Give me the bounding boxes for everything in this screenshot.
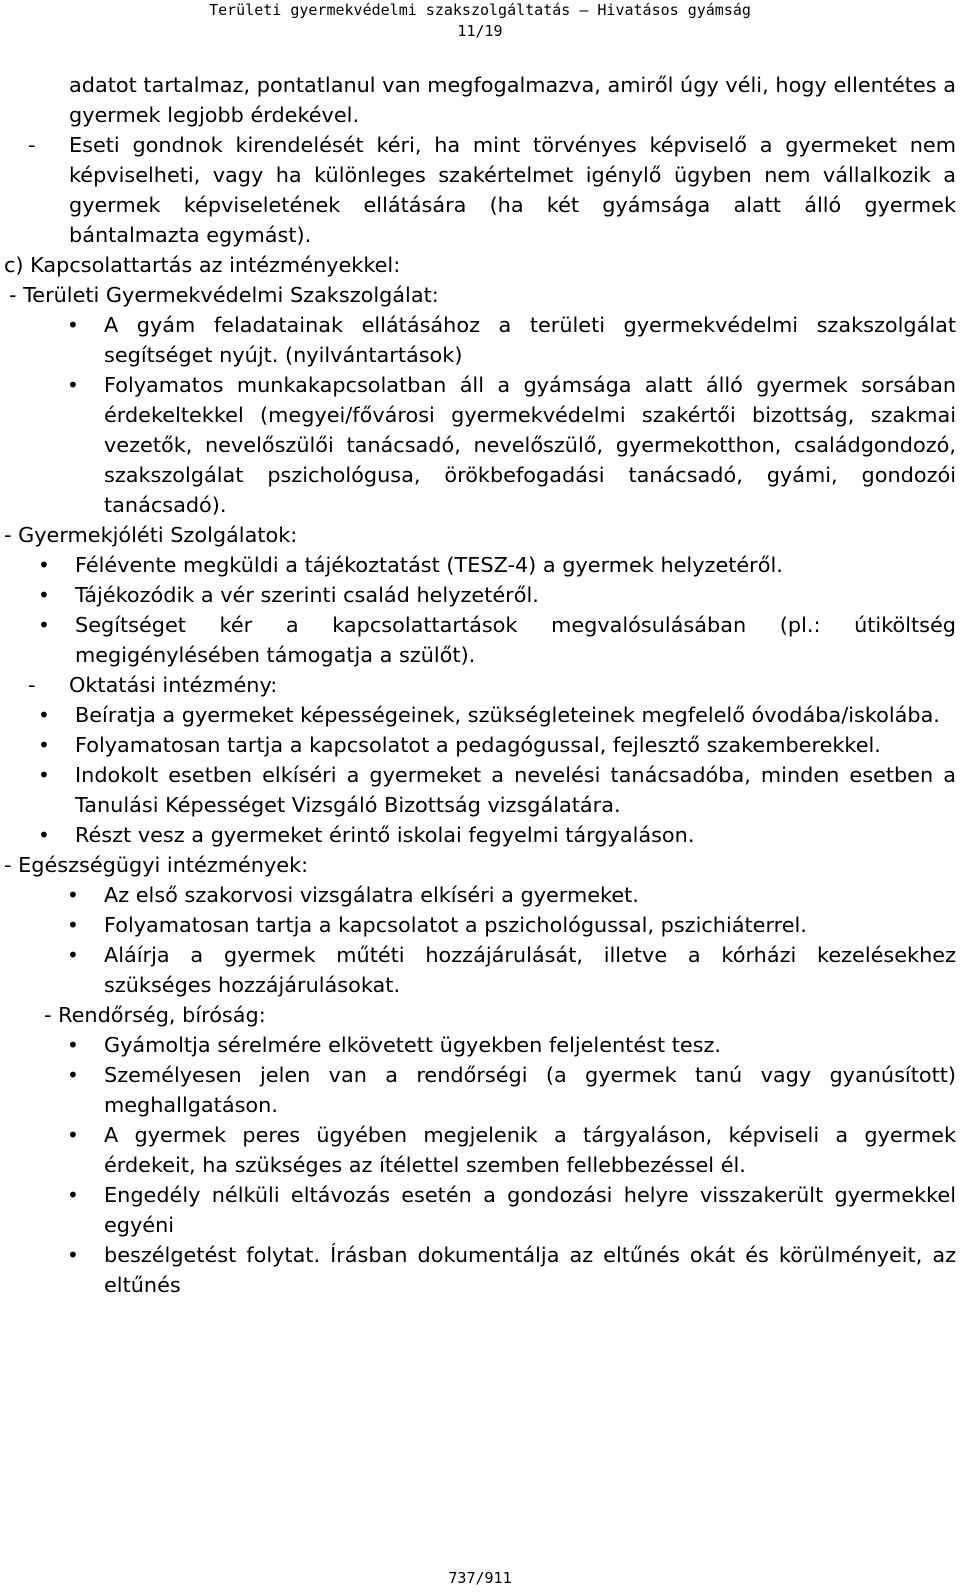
list-item: • A gyám feladatainak ellátásához a területi gyermekvédelmi szakszolgálat segítséget nyújt. (nyilvántartások) [4,310,956,370]
running-header-page: 11/19 [457,22,503,40]
bullet-icon: • [67,1243,79,1267]
rendorseg-list [4,1030,956,1300]
page-counter: 737/911 [448,1569,512,1587]
bullet-icon: • [38,583,50,607]
list-item: • Engedély nélküli eltávozás esetén a gondozási helyre visszakerült gyermekkel egyéni [4,1180,956,1240]
list-item: • beszélgetést folytat. Írásban dokumentálja az eltűnés okát és körülményeit, az eltűnés [4,1240,956,1300]
teruleti-list [4,310,956,520]
egeszsegugyi-list [4,880,956,1000]
bullet-icon: • [38,733,50,757]
bullet-icon: • [67,1033,79,1057]
bullet-icon: • [67,1123,79,1147]
bullet-icon: • [67,373,79,397]
oktatasi-list [4,700,956,850]
bullet-icon: • [67,1183,79,1207]
bullet-icon: • [67,883,79,907]
dash-marker: - [28,133,36,157]
list-item: • Folyamatosan tartja a kapcsolatot a pszichológussal, pszichiáterrel. [4,910,956,940]
bullet-icon: • [38,553,50,577]
continued-paragraph: adatot tartalmaz, pontatlanul van megfogalmazva, amiről úgy véli, hogy ellentétes a gyermek legjobb érdekével. [69,73,956,127]
list-item: • Tájékozódik a vér szerinti család helyzetéről. [4,580,956,610]
bullet-icon: • [38,763,50,787]
gyermekjoleti-list [4,550,956,670]
list-item: • Gyámoltja sérelmére elkövetett ügyekben feljelentést tesz. [4,1030,956,1060]
gyermekjoleti-heading: - Gyermekjóléti Szolgálatok: [4,523,298,547]
dash-list-item [4,130,956,250]
list-item: • Folyamatosan tartja a kapcsolatot a pedagógussal, fejlesztő szakemberekkel. [4,730,956,760]
list-item: • Beíratja a gyermeket képességeinek, szükségleteinek megfelelő óvodába/iskolába. [4,700,956,730]
bullet-icon: • [38,823,50,847]
dash-marker: - [28,673,36,697]
list-item: • Folyamatos munkakapcsolatban áll a gyámsága alatt álló gyermek sorsában érdekeltekkel (megyei/fővárosi gyermekvédelmi szakértői bizottság, szakmai vezetők, nevelőszülői tanácsadó, nevelőszülő, gyermekotthon, családgondozó, szakszolgálat pszichológusa, örökbefogadási tanácsadó, gyámi, gondozói tanácsadó). [4,370,956,520]
section-c-heading: c) Kapcsolattartás az intézményekkel: [4,253,401,277]
list-item: • Az első szakorvosi vizsgálatra elkíséri a gyermeket. [4,880,956,910]
list-item: • Indokolt esetben elkíséri a gyermeket a nevelési tanácsadóba, minden esetben a Tanulási Képességet Vizsgáló Bizottság vizsgálatára. [4,760,956,820]
oktatasi-heading: - Oktatási intézmény: [4,670,956,700]
bullet-icon: • [67,1063,79,1087]
bullet-icon: • [67,943,79,967]
list-item: • A gyermek peres ügyében megjelenik a tárgyaláson, képviseli a gyermek érdekeit, ha szükséges az ítélettel szemben fellebbezéssel él. [4,1120,956,1180]
running-header-title: Területi gyermekvédelmi szakszolgáltatás – Hivatásos gyámság [209,1,751,19]
list-item: • Segítséget kér a kapcsolattartások megvalósulásában (pl.: útiköltség megigénylésében támogatja a szülőt). [4,610,956,670]
bullet-icon: • [38,613,50,637]
list-item: • Részt vesz a gyermeket érintő iskolai fegyelmi tárgyaláson. [4,820,956,850]
list-item: • Félévente megküldi a tájékoztatást (TESZ-4) a gyermek helyzetéről. [4,550,956,580]
dash-item-text: Eseti gondnok kirendelését kéri, ha mint törvényes képviselő a gyermeket nem képviselheti, vagy ha különleges szakértelmet igénylő ügyben nem vállalkozik a gyermek képviseletének ellátására (ha két gyámsága alatt álló gyermek bántalmazta egymást). [69,133,956,247]
egeszsegugyi-heading: - Egészségügyi intézmények: [4,853,309,877]
bullet-icon: • [67,313,79,337]
document-body [4,70,956,1300]
bullet-icon: • [67,913,79,937]
bullet-icon: • [38,703,50,727]
rendorseg-heading: - Rendőrség, bíróság: [44,1003,266,1027]
teruleti-heading: - Területi Gyermekvédelmi Szakszolgálat: [9,283,439,307]
list-item: • Személyesen jelen van a rendőrségi (a gyermek tanú vagy gyanúsított) meghallgatáson. [4,1060,956,1120]
list-item: • Aláírja a gyermek műtéti hozzájárulását, illetve a kórházi kezelésekhez szükséges hozzájárulásokat. [4,940,956,1000]
